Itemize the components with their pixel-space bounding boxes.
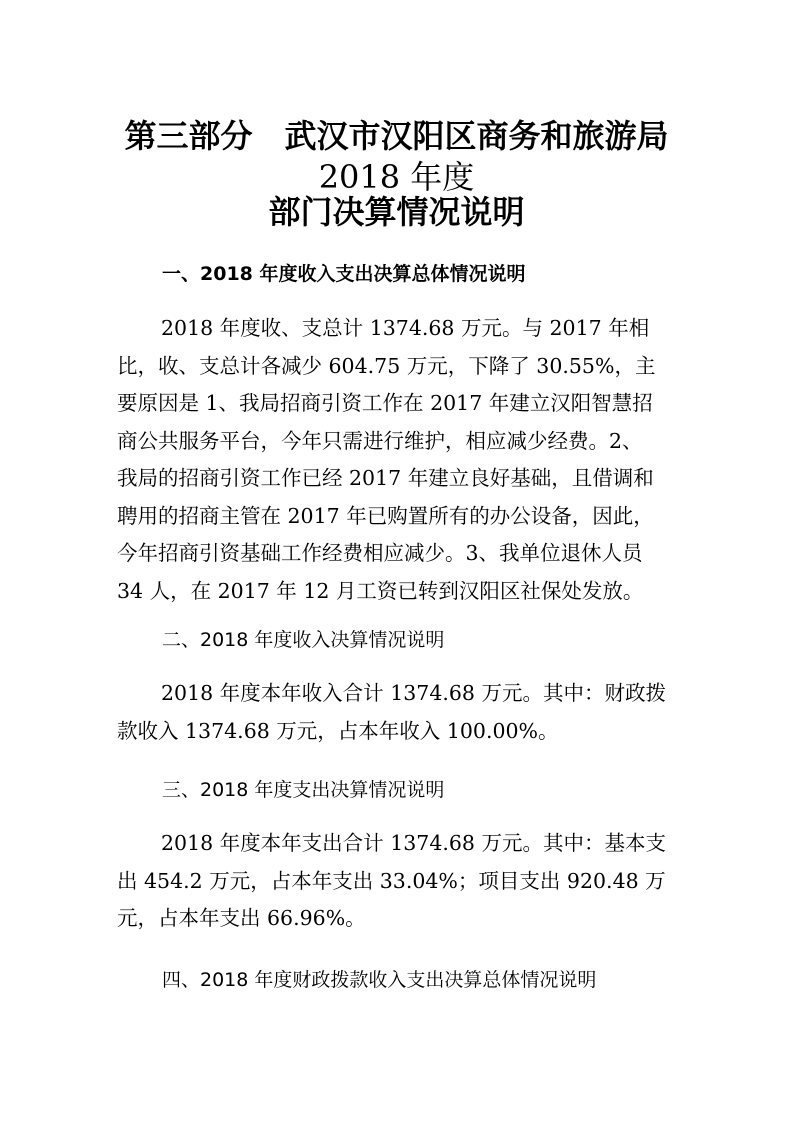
paragraph-line: 2018 年度本年收入合计 1374.68 万元。其中：财政拨 <box>161 681 666 705</box>
paragraph-line: 2018 年度本年支出合计 1374.68 万元。其中：基本支 <box>161 831 666 855</box>
paragraph-line: 商公共服务平台，今年只需进行维护，相应减少经费。2、 <box>117 428 643 453</box>
paragraph-line: 出 454.2 万元，占本年支出 33.04%；项目支出 920.48 万 <box>117 868 666 893</box>
section-1-paragraph <box>117 310 677 610</box>
paragraph-line: 比，收、支总计各减少 604.75 万元，下降了 30.55%，主 <box>117 353 656 378</box>
paragraph-line: 2018 年度收、支总计 1374.68 万元。与 2017 年相 <box>161 316 650 340</box>
paragraph-line: 今年招商引资基础工作经费相应减少。3、我单位退休人员 <box>117 541 643 565</box>
section-1-heading: 一、2018 年度收入支出决算总体情况说明 <box>162 263 526 285</box>
paragraph-line: 款收入 1374.68 万元，占本年收入 100.00%。 <box>117 718 559 743</box>
section-3-paragraph <box>117 825 677 938</box>
paragraph-line: 34 人，在 2017 年 12 月工资已转到汉阳区社保处发放。 <box>117 578 644 603</box>
paragraph-line: 我局的招商引资工作已经 2017 年建立良好基础，且借调和 <box>117 466 654 490</box>
paragraph-line: 要原因是 1、我局招商引资工作在 2017 年建立汉阳智慧招 <box>117 391 653 415</box>
section-2-heading: 二、2018 年度收入决算情况说明 <box>162 629 445 651</box>
doc-title-line3: 部门决算情况说明 <box>268 193 525 231</box>
doc-title-line1: 第三部分 武汉市汉阳区商务和旅游局 <box>124 117 669 155</box>
section-4-heading: 四、2018 年度财政拨款收入支出决算总体情况说明 <box>162 969 597 991</box>
paragraph-line: 元，占本年支出 66.96%。 <box>117 906 366 930</box>
paragraph-line: 聘用的招商主管在 2017 年已购置所有的办公设备，因此， <box>117 503 654 528</box>
section-3-heading: 三、2018 年度支出决算情况说明 <box>162 779 445 801</box>
doc-title-line2: 2018 年度 <box>318 158 475 196</box>
section-2-paragraph <box>117 675 677 750</box>
